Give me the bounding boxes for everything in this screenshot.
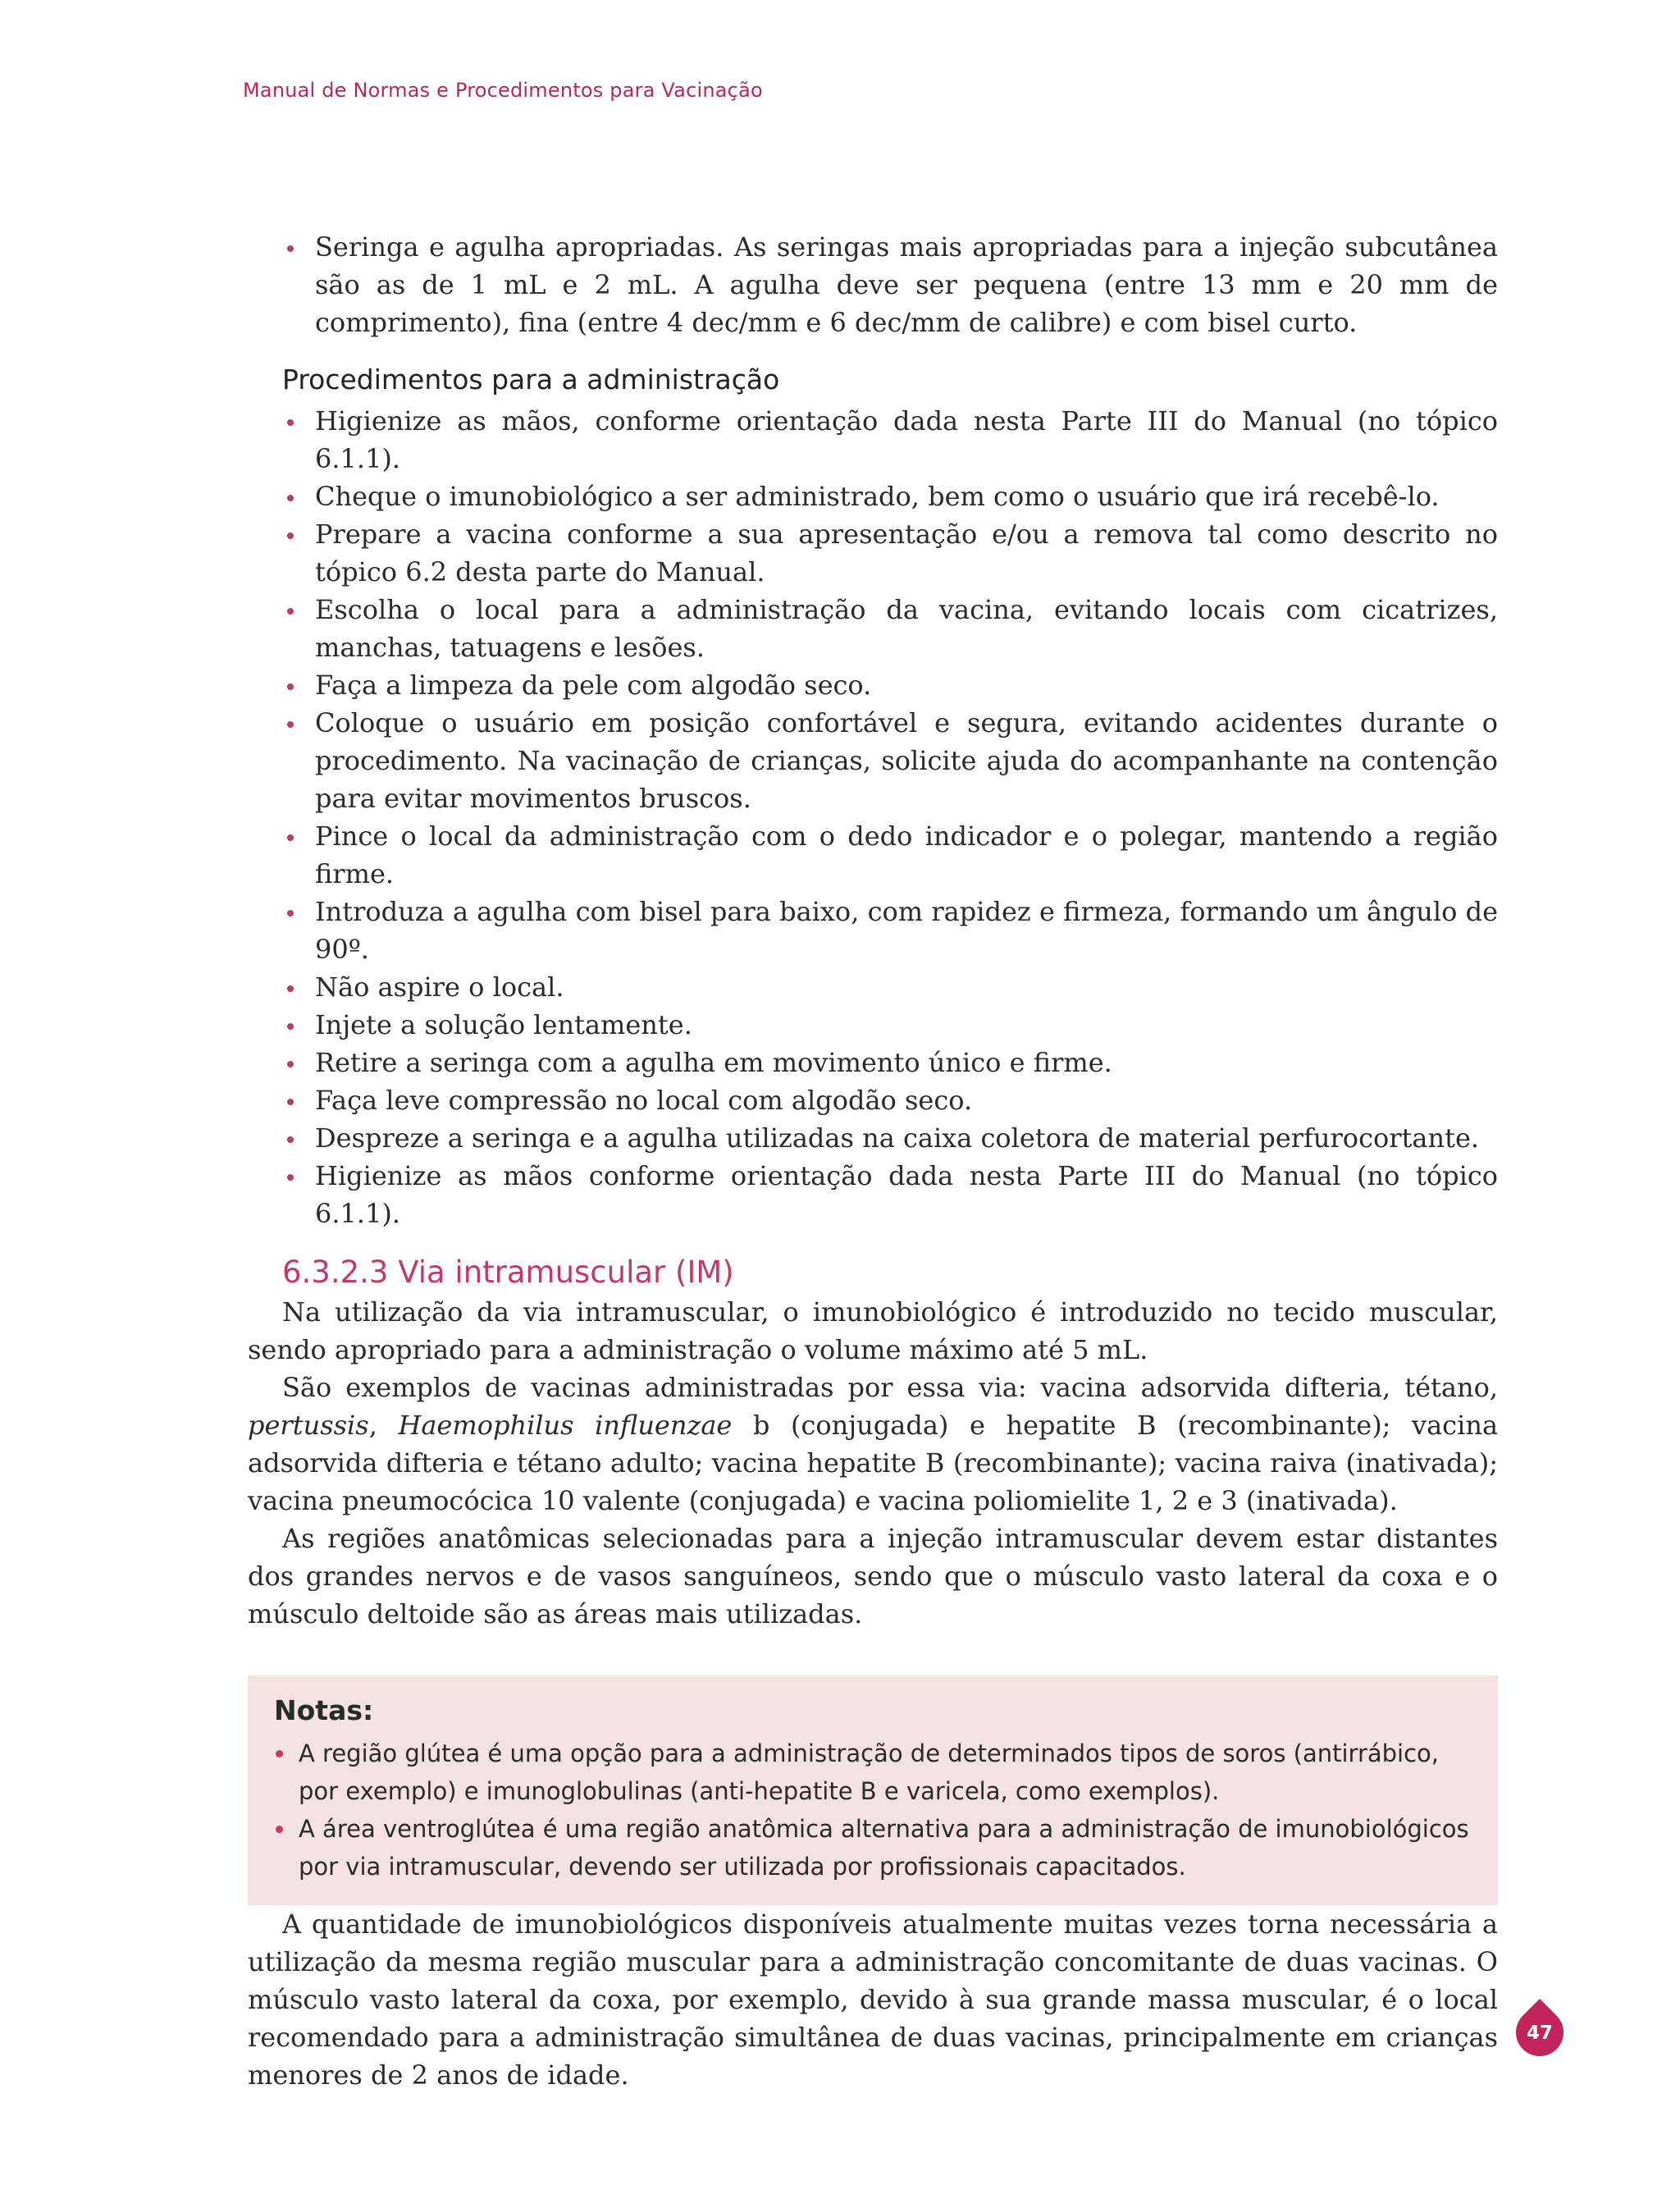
paragraph-vaccine-examples (248, 1369, 1498, 1520)
closing-paragraph: A quantidade de imunobiológicos disponíveis atualmente muitas vezes torna necessária a utilização da mesma região muscular para a administração concomitante de duas vacinas. O músculo vasto lateral da coxa, por exemplo, devido à sua grande massa muscular, é o local recomendado para a administração simultânea de duas vacinas, principalmente em crianças menores de 2 anos de idade. (248, 1908, 1498, 2091)
list-item: Introduza a agulha com bisel para baixo, com rapidez e firmeza, formando um ângulo de 90º. (248, 893, 1498, 968)
intro-bullet-list (248, 228, 1498, 341)
list-item: Seringa e agulha apropriadas. As seringas mais apropriadas para a injeção subcutânea são as de 1 mL e 2 mL. A agulha deve ser pequena (entre 13 mm e 20 mm de comprimento), fina (entre 4 dec/mm e 6 dec/mm de calibre) e com bisel curto. (248, 228, 1498, 341)
paragraph: As regiões anatômicas selecionadas para a injeção intramuscular devem estar distantes dos grandes nervos e de vasos sanguíneos, sendo que o músculo vasto lateral da coxa e o músculo deltoide são as áreas mais utilizadas. (248, 1523, 1498, 1630)
note-item: A área ventroglútea é uma região anatômica alternativa para a administração de imunobiológicos por via intramuscular, devendo ser utilizada por profissionais capacitados. (274, 1810, 1473, 1886)
list-item: Prepare a vacina conforme a sua apresentação e/ou a remova tal como descrito no tópico 6.2 desta parte do Manual. (248, 515, 1498, 591)
running-header: Manual de Normas e Procedimentos para Vacinação (243, 79, 763, 102)
list-item: Despreze a seringa e a agulha utilizadas na caixa coletora de material perfurocortante. (248, 1119, 1498, 1157)
page-number: 47 (1526, 2023, 1553, 2044)
procedures-list (248, 402, 1498, 1232)
list-item: Escolha o local para a administração da vacina, evitando locais com cicatrizes, manchas, tatuagens e lesões. (248, 591, 1498, 666)
list-item: Higienize as mãos conforme orientação dada nesta Parte III do Manual (no tópico 6.1.1). (248, 1157, 1498, 1232)
italic-term: Haemophilus influenzae (398, 1410, 733, 1441)
text-run: São exemplos de vacinas administradas por essa via: vacina adsorvida difteria, tétano, (282, 1372, 1498, 1403)
section-title: 6.3.2.3 Via intramuscular (IM) (282, 1255, 734, 1290)
list-item: Faça a limpeza da pele com algodão seco. (248, 666, 1498, 704)
notes-list (274, 1735, 1473, 1886)
text-run: , (368, 1410, 399, 1441)
list-item: Coloque o usuário em posição confortável e segura, evitando acidentes durante o procedimento. Na vacinação de crianças, solicite ajuda do acompanhante na contenção para evitar movimentos bruscos. (248, 704, 1498, 817)
list-item: Injete a solução lentamente. (248, 1006, 1498, 1044)
list-item: Pince o local da administração com o dedo indicador e o polegar, mantendo a região firme. (248, 817, 1498, 893)
list-item: Faça leve compressão no local com algodão seco. (248, 1081, 1498, 1119)
procedures-heading: Procedimentos para a administração (282, 363, 780, 395)
paragraph: Na utilização da via intramuscular, o imunobiológico é introduzido no tecido muscular, sendo apropriado para a administração o volume máximo até 5 mL. (248, 1296, 1498, 1365)
list-item: Não aspire o local. (248, 968, 1498, 1006)
text-run: b (conjugada) e hepatite B (recombinante); vacina adsorvida difteria e tétano adulto; vacina hepatite B (recombinante); vacina raiva (inativada); vacina pneumocócica 10 valente (conjugada) e vacina poliomielite 1, 2 e 3 (inativada). (248, 1410, 1499, 1516)
page-content (248, 228, 1498, 2094)
list-item: Retire a seringa com a agulha em movimento único e firme. (248, 1044, 1498, 1081)
list-item: Higienize as mãos, conforme orientação dada nesta Parte III do Manual (no tópico 6.1.1). (248, 402, 1498, 478)
notes-title: Notas: (274, 1694, 374, 1726)
list-item: Cheque o imunobiológico a ser administrado, bem como o usuário que irá recebê-lo. (248, 478, 1498, 515)
note-item: A região glútea é uma opção para a administração de determinados tipos de soros (antirrábico, por exemplo) e imunoglobulinas (anti-hepatite B e varicela, como exemplos). (274, 1735, 1473, 1810)
notes-box (248, 1675, 1498, 1905)
italic-term: pertussis (248, 1410, 369, 1441)
